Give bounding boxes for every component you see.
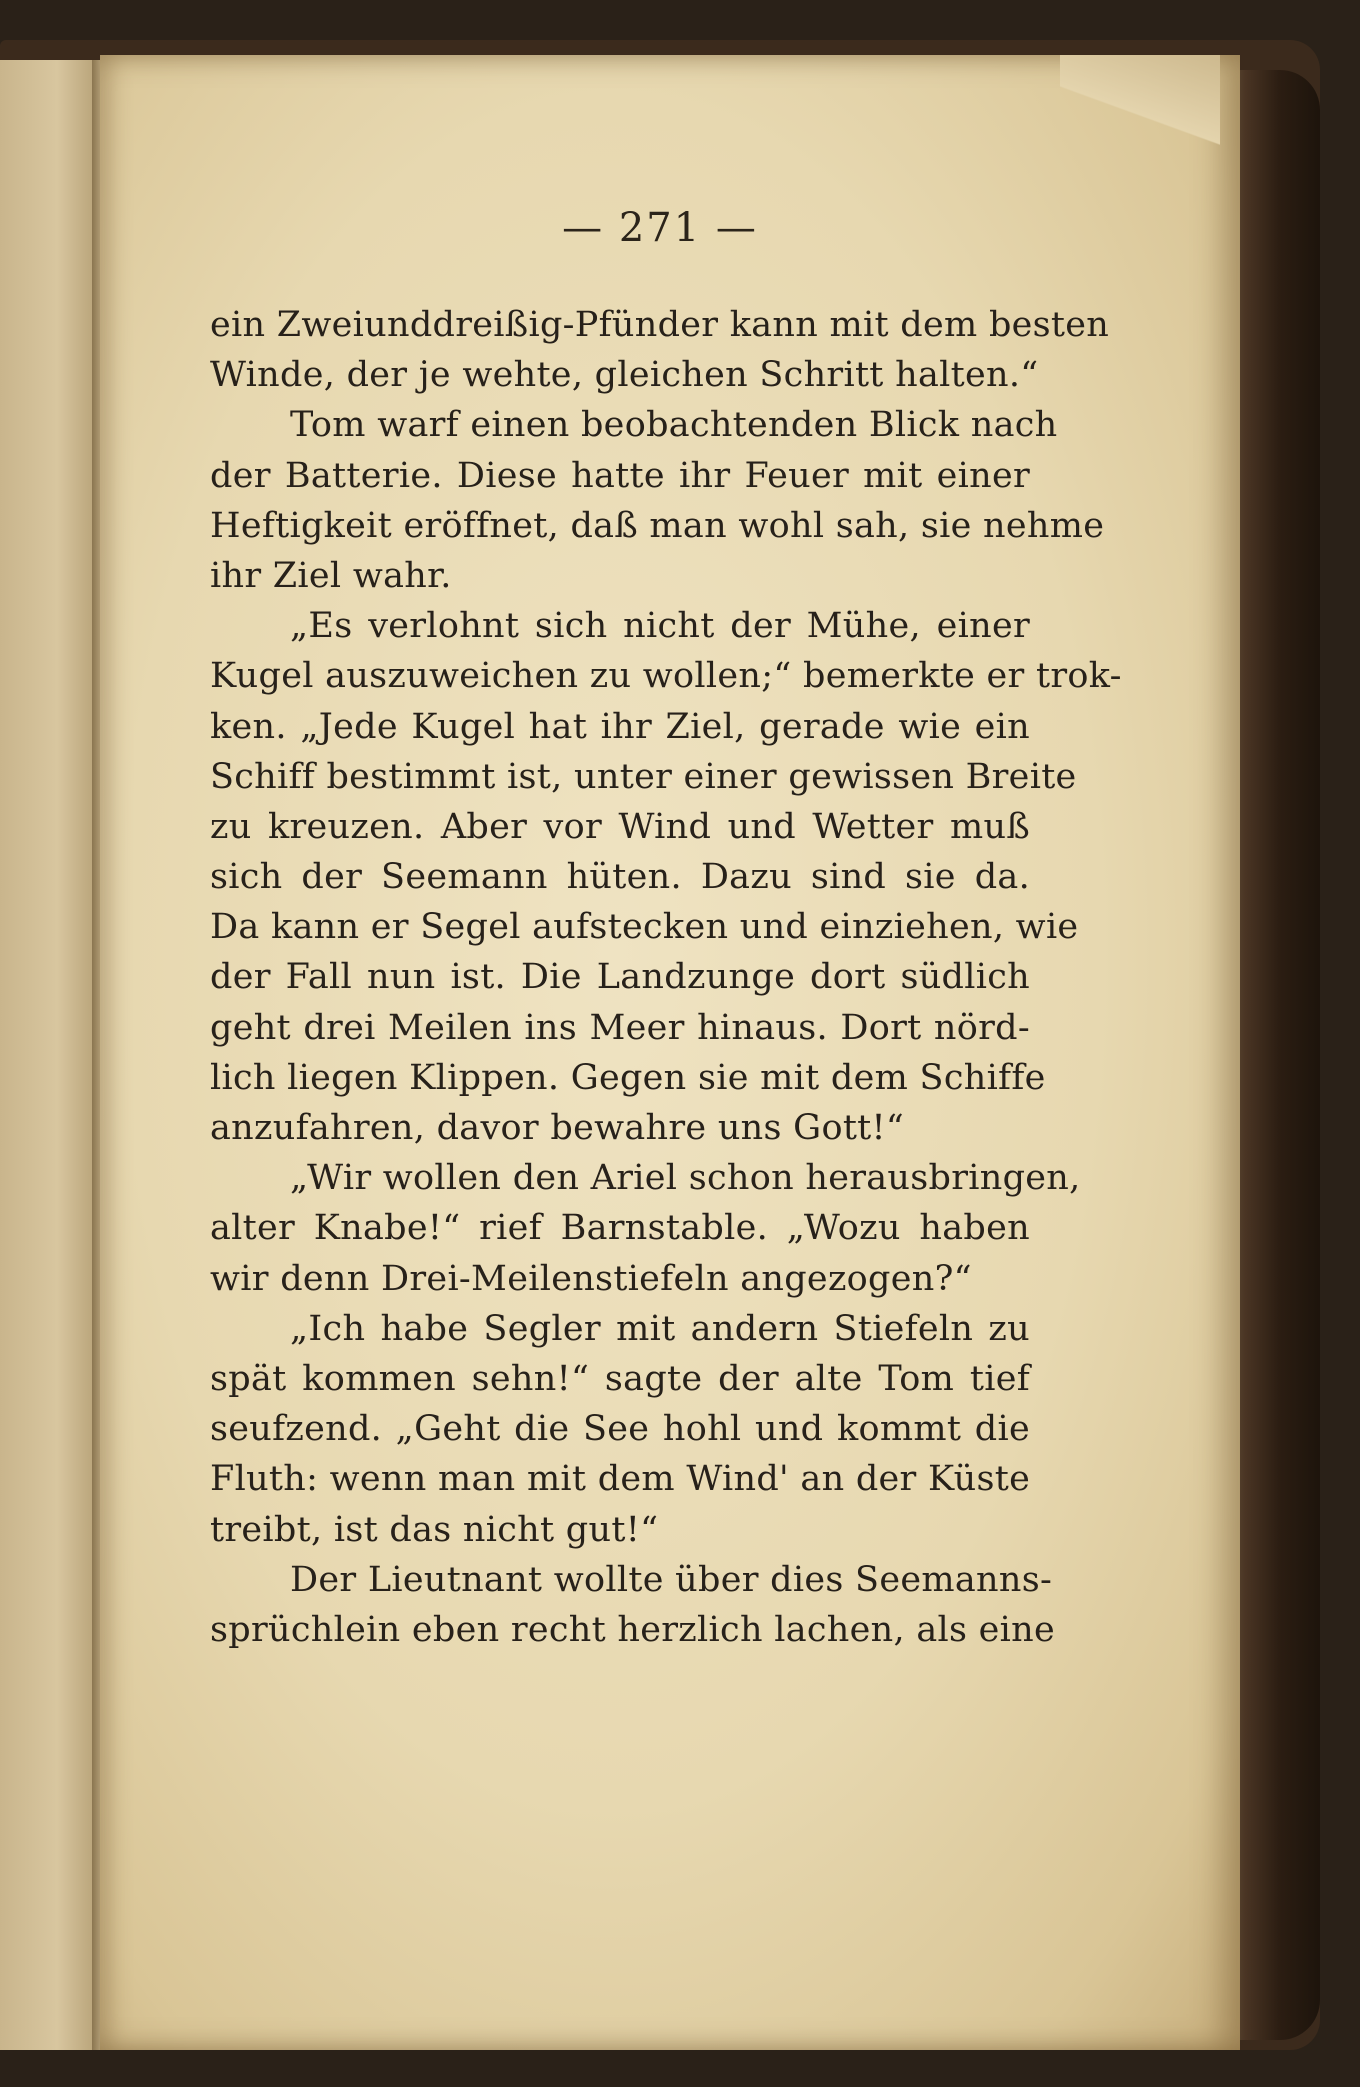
text-line: „Wir wollen den Ariel schon herausbringen, bbox=[290, 1158, 1081, 1199]
text-line: der Batterie. Diese hatte ihr Feuer mit einer bbox=[210, 455, 1030, 496]
text-line: treibt, ist das nicht gut!“ bbox=[210, 1509, 659, 1550]
page-number: — 271 — bbox=[562, 205, 758, 251]
text-line: Winde, der je wehte, gleichen Schritt halten.“ bbox=[210, 355, 1039, 396]
text-line: der Fall nun ist. Die Landzunge dort südlich bbox=[210, 957, 1030, 998]
text-line: anzufahren, davor bewahre uns Gott!“ bbox=[210, 1108, 905, 1148]
text-line: lich liegen Klippen. Gegen sie mit dem Schiffe bbox=[210, 1057, 1046, 1098]
text-line: sich der Seemann hüten. Dazu sind sie da. bbox=[210, 857, 1030, 898]
body-text bbox=[210, 300, 1122, 1655]
text-line: wir denn Drei-Meilenstiefeln angezogen?“ bbox=[210, 1258, 972, 1299]
text-line: sprüchlein eben recht herzlich lachen, als eine bbox=[210, 1609, 1056, 1650]
text-line: ein Zweiunddreißig-Pfünder kann mit dem besten bbox=[210, 305, 1110, 345]
text-line: geht drei Meilen ins Meer hinaus. Dort nörd- bbox=[210, 1007, 1030, 1048]
text-line: „Ich habe Segler mit andern Stiefeln zu bbox=[290, 1308, 1030, 1349]
text-line: Der Lieutnant wollte über dies Seemanns- bbox=[290, 1559, 1053, 1600]
text-line: Da kann er Segel aufstecken und einziehen, wie bbox=[210, 907, 1079, 948]
text-line: ihr Ziel wahr. bbox=[210, 555, 452, 596]
text-line: alter Knabe!“ rief Barnstable. „Wozu haben bbox=[210, 1208, 1030, 1249]
text-line: Heftigkeit eröffnet, daß man wohl sah, sie nehme bbox=[210, 505, 1105, 546]
text-line: zu kreuzen. Aber vor Wind und Wetter muß bbox=[210, 806, 1030, 847]
text-line: ken. „Jede Kugel hat ihr Ziel, gerade wie ein bbox=[210, 706, 1030, 747]
text-line: Kugel auszuweichen zu wollen;“ bemerkte er trok- bbox=[210, 656, 1122, 697]
text-line: „Es verlohnt sich nicht der Mühe, einer bbox=[290, 606, 1030, 647]
folded-corner bbox=[1060, 55, 1220, 145]
text-line: spät kommen sehn!“ sagte der alte Tom tief bbox=[210, 1358, 1030, 1399]
text-line: Tom warf einen beobachtenden Blick nach bbox=[290, 405, 1058, 446]
text-line: Fluth: wenn man mit dem Wind' an der Küste bbox=[210, 1459, 1031, 1500]
previous-page-edge bbox=[0, 60, 95, 2050]
text-line: Schiff bestimmt ist, unter einer gewissen Breite bbox=[210, 756, 1077, 797]
text-line: seufzend. „Geht die See hohl und kommt die bbox=[210, 1409, 1030, 1450]
